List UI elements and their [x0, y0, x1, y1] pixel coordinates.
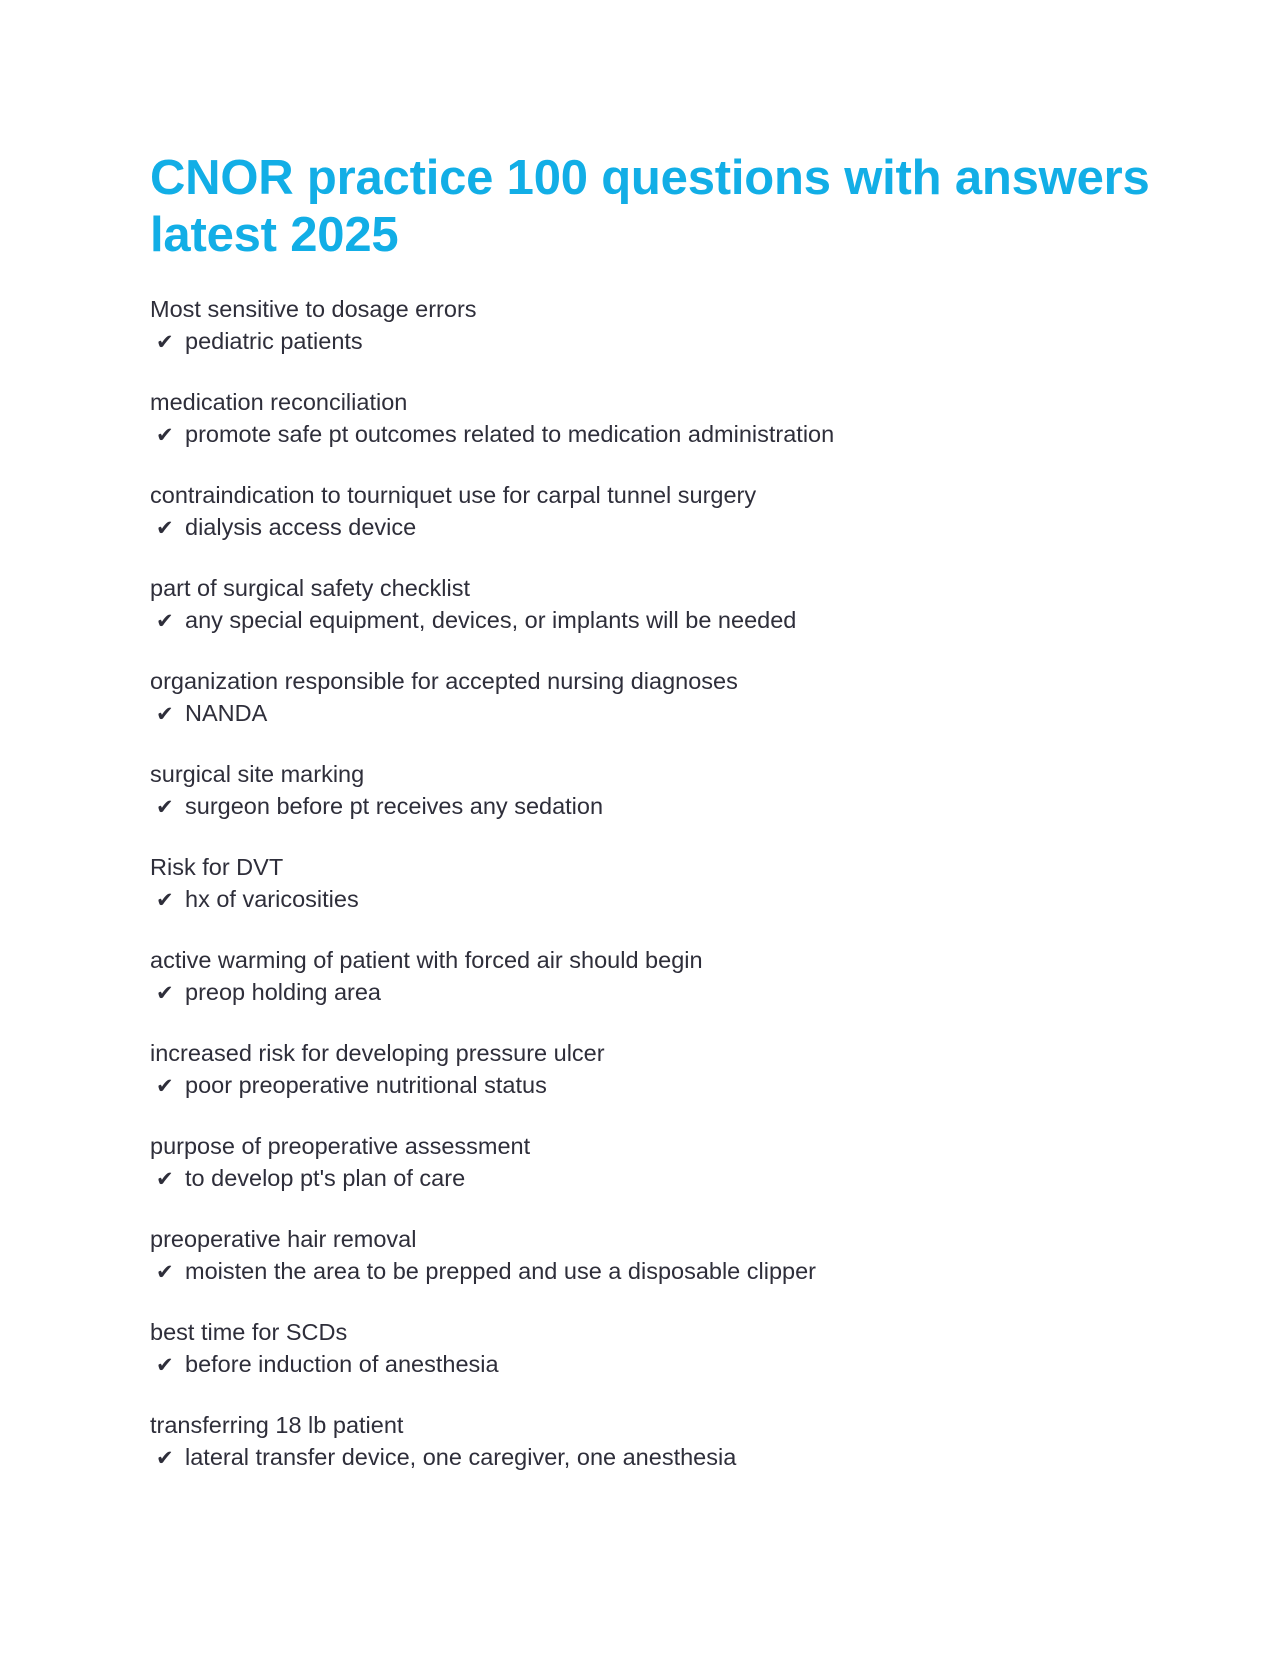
question-text: increased risk for developing pressure ulcer: [150, 1040, 605, 1066]
check-icon: ✔: [156, 516, 174, 540]
answer-line: [150, 1441, 1150, 1474]
answer-text: dialysis access device: [185, 514, 417, 540]
answer-text: pediatric patients: [185, 328, 363, 354]
qa-item: [150, 1130, 1150, 1195]
check-icon: ✔: [156, 981, 174, 1005]
answer-text: preop holding area: [185, 979, 381, 1005]
question-text: active warming of patient with forced air should begin: [150, 947, 703, 973]
check-icon: ✔: [156, 1167, 174, 1191]
answer-text: lateral transfer device, one caregiver, one anesthesia: [185, 1444, 737, 1470]
answer-line: [150, 511, 1150, 544]
qa-item: [150, 1409, 1150, 1474]
answer-line: [150, 790, 1150, 823]
question-text: best time for SCDs: [150, 1319, 348, 1345]
check-icon: ✔: [156, 702, 174, 726]
qa-list: [150, 293, 1150, 1474]
qa-item: [150, 665, 1150, 730]
check-icon: ✔: [156, 1353, 174, 1377]
check-icon: ✔: [156, 1260, 174, 1284]
qa-item: [150, 572, 1150, 637]
answer-text: to develop pt's plan of care: [185, 1165, 466, 1191]
question-text: preoperative hair removal: [150, 1226, 417, 1252]
answer-line: [150, 1162, 1150, 1195]
check-icon: ✔: [156, 1446, 174, 1470]
answer-text: promote safe pt outcomes related to medication administration: [185, 421, 835, 447]
answer-line: [150, 697, 1150, 730]
answer-line: [150, 604, 1150, 637]
question-text: contraindication to tourniquet use for carpal tunnel surgery: [150, 482, 757, 508]
answer-text: poor preoperative nutritional status: [185, 1072, 547, 1098]
question-text: surgical site marking: [150, 761, 365, 787]
qa-item: [150, 293, 1150, 358]
question-text: part of surgical safety checklist: [150, 575, 470, 601]
answer-line: [150, 883, 1150, 916]
answer-line: [150, 976, 1150, 1009]
qa-item: [150, 479, 1150, 544]
document-title: CNOR practice 100 questions with answers latest 2025: [150, 151, 1150, 262]
question-text: transferring 18 lb patient: [150, 1412, 404, 1438]
question-text: Most sensitive to dosage errors: [150, 296, 477, 322]
question-text: purpose of preoperative assessment: [150, 1133, 531, 1159]
check-icon: ✔: [156, 330, 174, 354]
answer-text: moisten the area to be prepped and use a disposable clipper: [185, 1258, 817, 1284]
answer-text: hx of varicosities: [185, 886, 359, 912]
answer-text: surgeon before pt receives any sedation: [185, 793, 604, 819]
answer-line: [150, 418, 1150, 451]
check-icon: ✔: [156, 1074, 174, 1098]
document-page: [150, 150, 1150, 1502]
answer-text: any special equipment, devices, or implants will be needed: [185, 607, 797, 633]
answer-text: NANDA: [185, 700, 268, 726]
answer-line: [150, 325, 1150, 358]
qa-item: [150, 944, 1150, 1009]
check-icon: ✔: [156, 795, 174, 819]
question-text: Risk for DVT: [150, 854, 284, 880]
check-icon: ✔: [156, 609, 174, 633]
check-icon: ✔: [156, 888, 174, 912]
question-text: medication reconciliation: [150, 389, 408, 415]
qa-item: [150, 1037, 1150, 1102]
qa-item: [150, 851, 1150, 916]
question-text: organization responsible for accepted nursing diagnoses: [150, 668, 738, 694]
qa-item: [150, 758, 1150, 823]
qa-item: [150, 386, 1150, 451]
qa-item: [150, 1223, 1150, 1288]
answer-line: [150, 1069, 1150, 1102]
qa-item: [150, 1316, 1150, 1381]
check-icon: ✔: [156, 423, 174, 447]
answer-line: [150, 1255, 1150, 1288]
answer-text: before induction of anesthesia: [185, 1351, 499, 1377]
answer-line: [150, 1348, 1150, 1381]
